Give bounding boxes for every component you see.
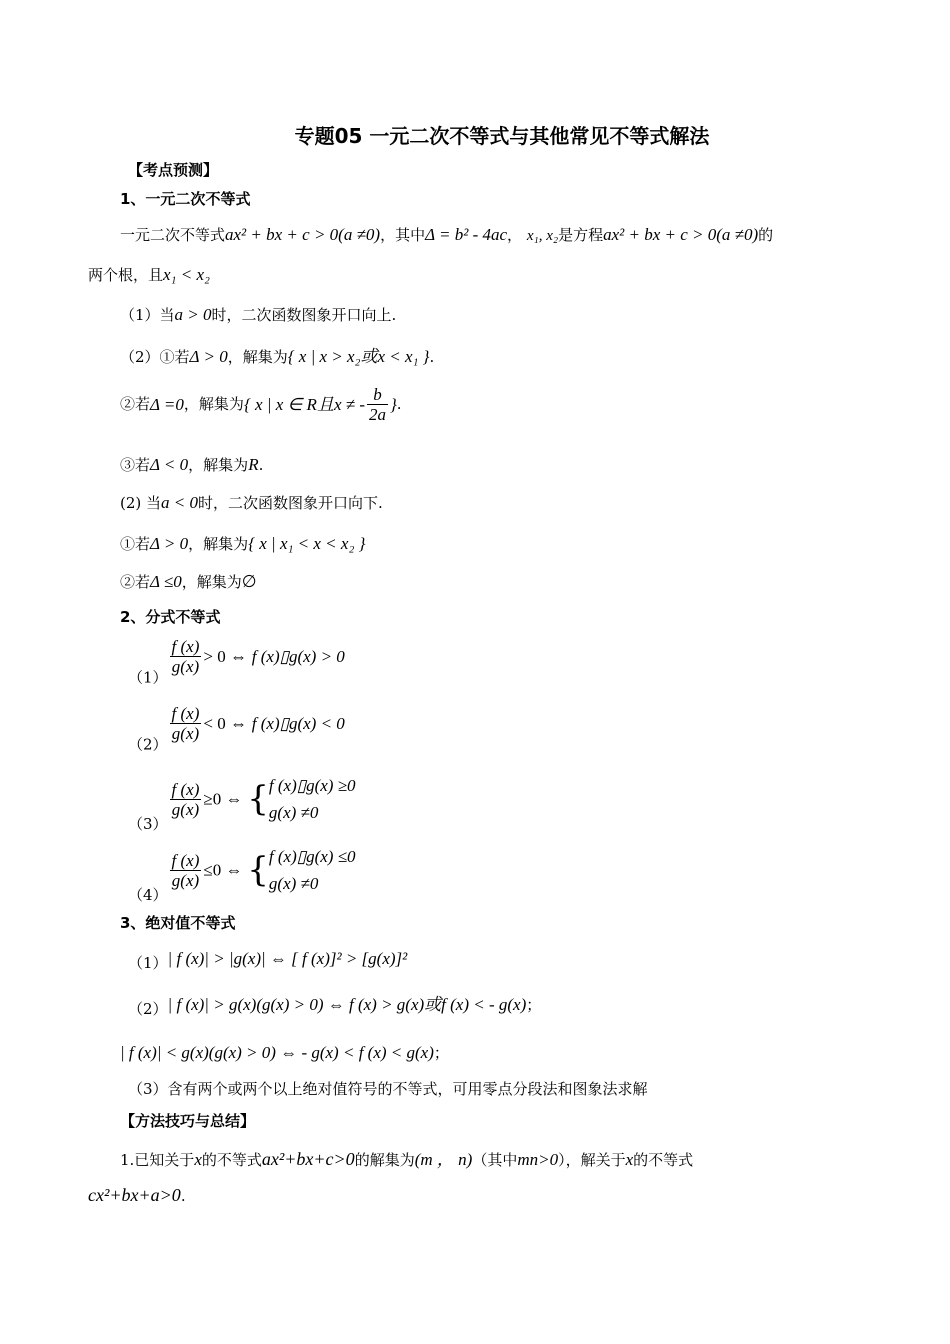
text: ①若: [120, 535, 151, 553]
abs-ineq-2: [128, 996, 541, 1017]
item-label: （2）: [128, 1000, 168, 1018]
text: 的不等式: [633, 1151, 694, 1169]
case-a-positive: [120, 306, 396, 323]
math-system: [269, 843, 356, 897]
math-inequality: ax²+bx+c>0: [261, 1149, 355, 1169]
math-fraction: [170, 781, 202, 818]
math-system-line: f (x)▯g(x) ≤0: [268, 847, 356, 866]
math-denominator: g(x): [171, 870, 200, 890]
text: ，解集为: [183, 395, 244, 413]
math-product-condition: f (x)▯g(x) > 0: [251, 647, 345, 666]
left-brace: {: [247, 850, 269, 891]
math-solution-set-left: { x | x ∈ R且x ≠ -: [243, 395, 365, 414]
section-heading-2: 2、分式不等式: [120, 608, 221, 626]
math-condition: Δ < 0: [150, 455, 189, 474]
math-system-line: g(x) ≠0: [268, 803, 319, 823]
section-heading-kaodian: 【考点预测】: [128, 161, 219, 179]
text: ②若: [120, 395, 151, 413]
math-relation: < 0 ⇔: [203, 714, 247, 733]
text: （2）①若: [120, 348, 190, 366]
text: （其中: [472, 1151, 518, 1169]
left-brace: {: [247, 779, 269, 820]
text: 是方程: [558, 226, 604, 244]
fraction-ineq-4: [128, 843, 356, 903]
text: .: [258, 456, 264, 474]
math-fraction: [170, 852, 202, 889]
text: 时，二次函数图象开口向下.: [198, 494, 383, 512]
section-heading-1: 1、一元二次不等式: [120, 190, 251, 208]
intro-line-2: [88, 266, 210, 283]
math-relation: ≥0 ⇔: [203, 789, 243, 809]
math-expression: | f (x)| < g(x)(g(x) > 0) ⇔ - g(x) < f (x) < g(x): [120, 1043, 434, 1062]
math-fraction: [170, 638, 202, 675]
text: ②若: [120, 573, 151, 591]
text: 1.已知关于: [120, 1151, 195, 1169]
text: ，解集为: [188, 535, 249, 553]
case-a-negative-delta-positive: [120, 535, 365, 552]
math-numerator: f (x): [171, 637, 200, 656]
case-delta-negative: [120, 456, 263, 473]
math-solution-set-right: }: [389, 395, 397, 414]
text: 两个根，且: [88, 266, 164, 284]
text: （1）当: [120, 306, 175, 324]
math-variable: x: [194, 1150, 202, 1169]
math-denominator: g(x): [171, 799, 200, 819]
math-numerator: b: [367, 386, 388, 405]
math-relation: ≤0 ⇔: [203, 860, 243, 880]
math-relation: > 0 ⇔: [203, 647, 247, 666]
fraction-ineq-2: [128, 705, 345, 753]
math-solution-set: { x | x > x₂或x < x₁ }: [287, 347, 430, 366]
item-label: （1）: [128, 954, 168, 972]
math-expression: | f (x)| > |g(x)| ⇔ [ f (x)]² > [g(x)]²: [167, 949, 408, 968]
math-numerator: f (x): [171, 704, 200, 723]
math-roots: x₁, x₂: [526, 228, 559, 244]
math-condition: a > 0: [174, 305, 212, 324]
fraction-ineq-3: [128, 772, 356, 832]
math-condition: Δ > 0: [189, 347, 228, 366]
text: ，其中: [380, 226, 426, 244]
math-system-line: g(x) ≠0: [268, 874, 319, 894]
math-solution-set: R: [248, 455, 259, 474]
math-equation: ax² + bx + c > 0(a ≠0): [603, 225, 759, 244]
intro-line-1: [120, 226, 773, 244]
section-heading-method: 【方法技巧与总结】: [120, 1112, 256, 1130]
item-label: （2）: [128, 735, 168, 754]
text: ；: [526, 996, 542, 1014]
math-solution-set: { x | x₁ < x < x₂ }: [248, 534, 366, 553]
text: 一元二次不等式: [120, 226, 226, 244]
case-delta-positive: [120, 348, 434, 365]
math-empty-set: ∅: [241, 572, 257, 591]
math-inequality: ax² + bx + c > 0(a ≠0): [225, 225, 381, 244]
section-heading-3: 3、绝对值不等式: [120, 914, 236, 932]
math-numerator: f (x): [171, 850, 200, 870]
text: ，: [507, 226, 523, 244]
case-a-negative-delta-nonpositive: [120, 573, 257, 590]
text: 的不等式: [201, 1151, 262, 1169]
case-a-negative: [120, 494, 383, 511]
text: ；: [433, 1044, 449, 1062]
case-delta-zero: [120, 386, 402, 423]
question-1-line-1: [120, 1150, 693, 1168]
math-condition: Δ =0: [150, 395, 184, 414]
text: 的: [758, 226, 774, 244]
math-denominator: 2a: [368, 405, 386, 424]
math-target-inequality: cx²+bx+a>0: [88, 1185, 181, 1205]
math-expression: | f (x)| > g(x)(g(x) > 0) ⇔ f (x) > g(x)或f (x) < - g(x): [167, 995, 527, 1014]
text: ③若: [120, 456, 151, 474]
math-fraction: [367, 386, 388, 423]
math-product-condition: f (x)▯g(x) < 0: [251, 714, 345, 733]
math-denominator: g(x): [171, 724, 200, 743]
math-numerator: f (x): [171, 779, 200, 799]
math-condition: mn>0: [517, 1150, 559, 1169]
math-system-line: f (x)▯g(x) ≥0: [268, 776, 356, 795]
math-discriminant: Δ = b² - 4ac: [425, 225, 508, 244]
fraction-ineq-1: [128, 638, 345, 686]
text: .: [429, 348, 435, 366]
text: 的解集为: [354, 1151, 415, 1169]
math-system: [269, 772, 356, 826]
math-variable: x: [625, 1150, 634, 1169]
text: 时，二次函数图象开口向上.: [211, 306, 397, 324]
math-condition: a < 0: [161, 493, 199, 512]
text: .: [396, 395, 402, 413]
abs-ineq-3: [120, 1044, 449, 1061]
text: ），解关于: [558, 1151, 626, 1169]
item-label: （3）: [128, 815, 168, 834]
math-denominator: g(x): [171, 657, 200, 676]
item-label: （1）: [128, 668, 168, 687]
abs-ineq-1: [128, 950, 407, 971]
math-fraction: [170, 705, 202, 742]
question-1-line-2: [88, 1186, 186, 1204]
text: (2) 当: [120, 494, 162, 512]
text: ，解集为: [188, 456, 249, 474]
math-root-order: x₁ < x₂: [163, 265, 210, 284]
text: .: [180, 1187, 186, 1205]
text: ，解集为: [181, 573, 242, 591]
item-label: （4）: [128, 886, 168, 905]
abs-ineq-note: （3）含有两个或两个以上绝对值符号的不等式，可用零点分段法和图象法求解: [128, 1080, 648, 1098]
text: ，解集为: [227, 348, 288, 366]
math-interval: (m ， n): [414, 1150, 473, 1169]
math-condition: Δ ≤0: [150, 572, 182, 591]
page-title: 专题05 一元二次不等式与其他常见不等式解法: [294, 124, 710, 148]
math-condition: Δ > 0: [150, 534, 189, 553]
